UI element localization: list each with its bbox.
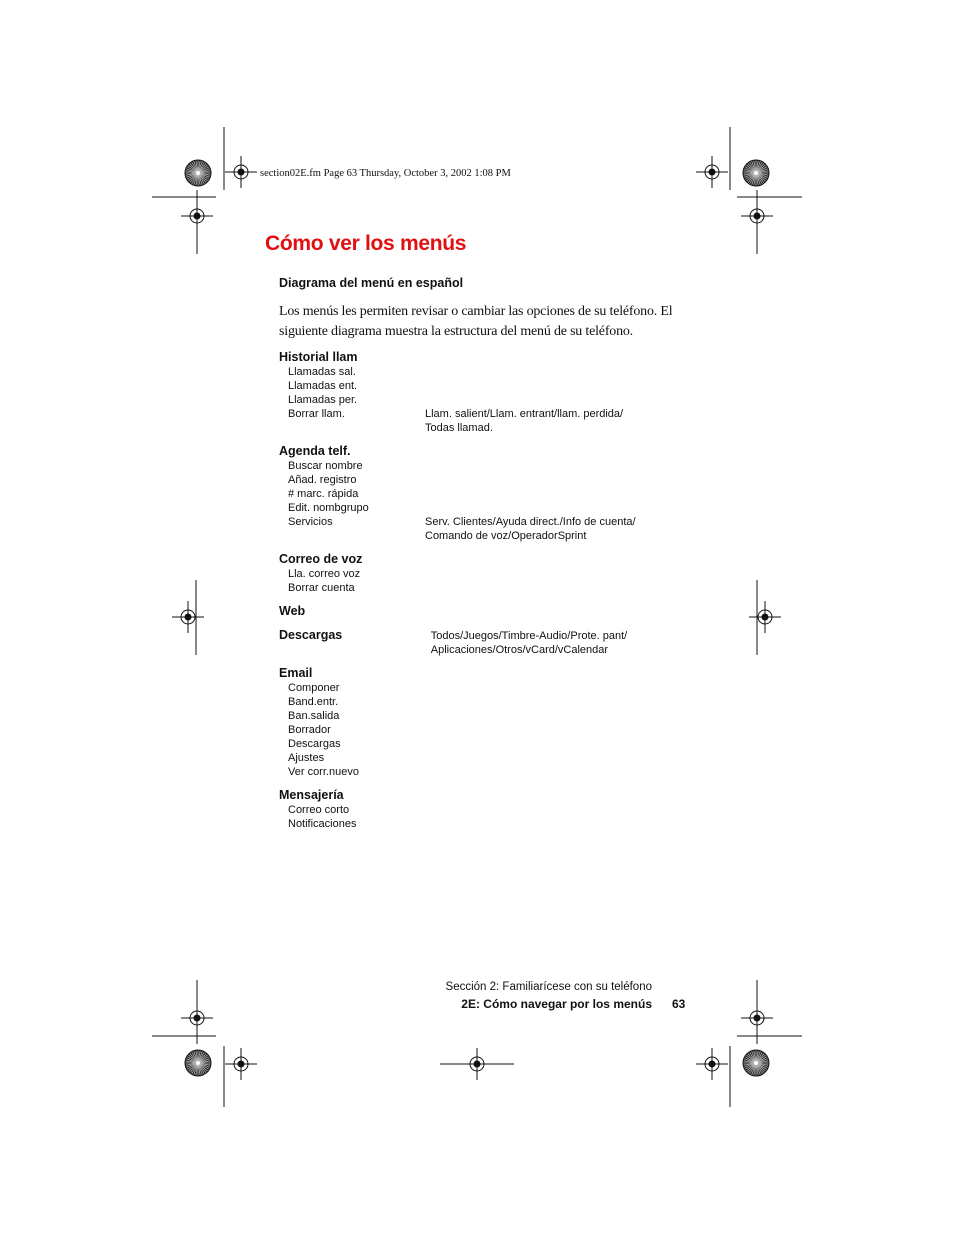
registration-target-icon [749, 601, 781, 633]
menu-section-title: Email [279, 666, 313, 680]
menu-item [279, 737, 699, 751]
menu-item [279, 581, 699, 595]
menu-item [279, 487, 699, 501]
menu-item-label: Servicios [288, 516, 333, 528]
menu-item-options [425, 379, 699, 393]
starburst-target-icon [185, 160, 211, 186]
menu-item-options [425, 765, 699, 779]
menu-section-title: Correo de voz [279, 552, 363, 566]
menu-item-options [425, 487, 699, 501]
menu-item [279, 817, 699, 831]
registration-target-icon [225, 1048, 257, 1080]
page-title: Cómo ver los menús [265, 232, 467, 255]
menu-section [279, 665, 699, 779]
menu-item-options [425, 365, 699, 379]
menu-item-label: Llamadas ent. [288, 380, 358, 392]
menu-item-label: Notificaciones [288, 818, 357, 830]
menu-item [279, 681, 699, 695]
menu-item-options [425, 709, 699, 723]
intro-paragraph [279, 302, 679, 342]
menu-item [279, 709, 699, 723]
menu-section-title: Agenda telf. [279, 444, 351, 458]
menu-item [279, 567, 699, 581]
menu-item-label: Llamadas per. [288, 394, 358, 406]
menu-option-line: Comando de voz/OperadorSprint [425, 530, 587, 542]
menu-item-label: Correo corto [288, 804, 350, 816]
menu-item-options [425, 393, 699, 407]
menu-section [279, 787, 699, 831]
menu-item-options [425, 473, 699, 487]
menu-section-title: Historial llam [279, 350, 358, 364]
print-file-stamp: section02E.fm Page 63 Thursday, October 3, 2002 1:08 PM [260, 168, 511, 179]
menu-item-label: Añad. registro [288, 474, 357, 486]
menu-item-options [425, 407, 699, 435]
menu-section [279, 349, 699, 435]
menu-option-line: Aplicaciones/Otros/vCard/vCalendar [430, 644, 609, 656]
menu-item [279, 803, 699, 817]
menu-item-options [425, 515, 699, 543]
menu-item [279, 765, 699, 779]
menu-item-label: Componer [288, 682, 340, 694]
menu-item-label: Borrador [288, 724, 331, 736]
menu-item-options [425, 803, 699, 817]
menu-item-label: Band.entr. [288, 696, 339, 708]
menu-section [279, 603, 699, 619]
menu-item-label: Borrar cuenta [288, 582, 355, 594]
menu-item-options [425, 817, 699, 831]
menu-item-label: # marc. rápida [288, 488, 359, 500]
menu-item-options [425, 567, 699, 581]
menu-item-options [425, 581, 699, 595]
menu-section [279, 443, 699, 543]
menu-section-title: Web [279, 604, 306, 618]
menu-item-options [425, 751, 699, 765]
menu-item [279, 751, 699, 765]
menu-item [279, 515, 699, 543]
menu-item-options [425, 501, 699, 515]
menu-section-options [431, 627, 699, 657]
menu-section-row [279, 627, 699, 657]
menu-item [279, 695, 699, 709]
starburst-target-icon [743, 160, 769, 186]
menu-item-label: Lla. correo voz [288, 568, 361, 580]
menu-item-options [425, 737, 699, 751]
footer-section-title: Sección 2: Familiarícese con su teléfono [445, 981, 652, 993]
menu-section-title: Mensajería [279, 788, 344, 802]
menu-item-options [425, 681, 699, 695]
page-number: 63 [672, 997, 686, 1011]
footer-chapter-title: 2E: Cómo navegar por los menús [461, 997, 652, 1011]
menu-item [279, 723, 699, 737]
menu-item-options [425, 695, 699, 709]
menu-item [279, 459, 699, 473]
menu-item [279, 393, 699, 407]
menu-item [279, 379, 699, 393]
menu-item [279, 407, 699, 435]
menu-item [279, 501, 699, 515]
menu-item-label: Buscar nombre [288, 460, 363, 472]
menu-item-label: Edit. nombgrupo [288, 502, 369, 514]
starburst-target-icon [743, 1050, 769, 1076]
starburst-target-icon [185, 1050, 211, 1076]
menu-item-label: Ver corr.nuevo [288, 766, 359, 778]
menu-item-label: Llamadas sal. [288, 366, 356, 378]
menu-option-line: Todas llamad. [425, 422, 493, 434]
menu-option-line: Serv. Clientes/Ayuda direct./Info de cuenta/ [425, 516, 636, 528]
registration-target-icon [696, 1048, 728, 1080]
menu-section [279, 627, 699, 657]
menu-section [279, 551, 699, 595]
menu-item-label: Ban.salida [288, 710, 340, 722]
menu-item-label: Borrar llam. [288, 408, 345, 420]
intro-line: siguiente diagrama muestra la estructura del menú de su teléfono. [279, 324, 633, 339]
menu-option-line: Todos/Juegos/Timbre-Audio/Prote. pant/ [430, 630, 628, 642]
intro-line: Los menús les permiten revisar o cambiar las opciones de su teléfono. El [279, 304, 673, 319]
menu-item [279, 473, 699, 487]
menu-item-options [425, 459, 699, 473]
menu-section-title: Descargas [279, 628, 343, 642]
registration-target-icon [225, 156, 257, 188]
menu-item [279, 365, 699, 379]
menu-item-label: Ajustes [288, 752, 325, 764]
menu-item-options [425, 723, 699, 737]
registration-target-icon [696, 156, 728, 188]
registration-target-icon [172, 601, 204, 633]
section-subtitle: Diagrama del menú en español [279, 276, 464, 290]
menu-diagram [279, 349, 699, 839]
menu-item-label: Descargas [288, 738, 341, 750]
menu-option-line: Llam. salient/Llam. entrant/llam. perdida/ [425, 408, 624, 420]
